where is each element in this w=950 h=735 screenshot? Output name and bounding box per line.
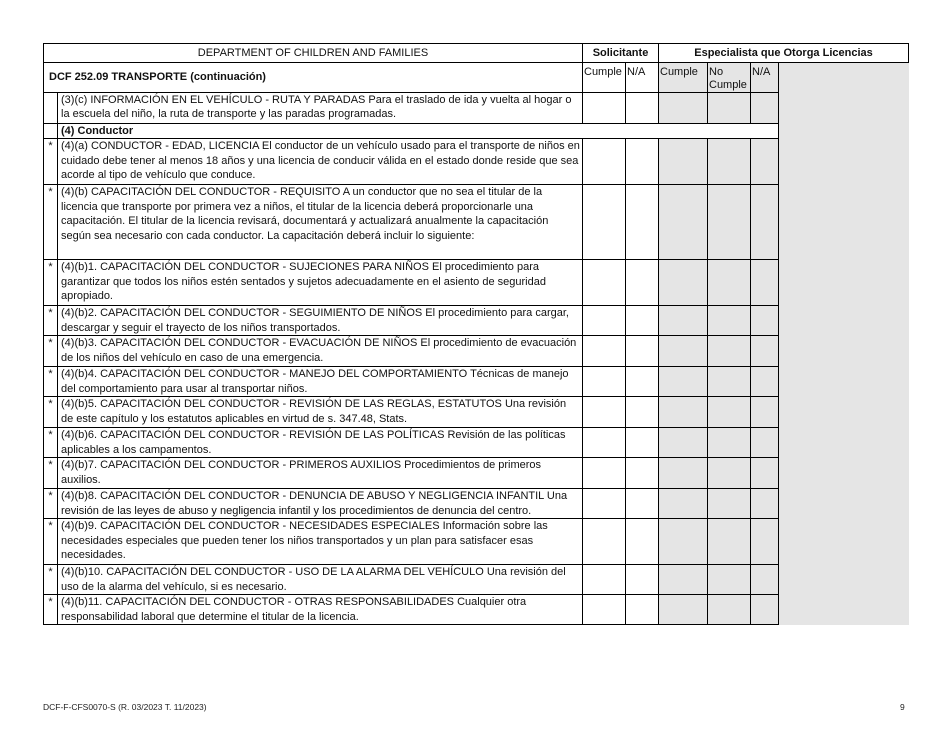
specialist-cumple-cell[interactable] xyxy=(659,306,708,336)
applicant-cumple-cell[interactable] xyxy=(583,519,626,565)
specialist-na-cell[interactable] xyxy=(751,565,779,595)
specialist-no-cumple-cell[interactable] xyxy=(708,185,751,260)
applicant-cumple-cell[interactable] xyxy=(583,260,626,306)
specialist-na-cell[interactable] xyxy=(751,185,779,260)
subsection-heading: (4) Conductor xyxy=(58,124,779,139)
requirement-text: (3)(c) INFORMACIÓN EN EL VEHÍCULO - RUTA Y PARADAS Para el traslado de ida y vuelta al hogar o la escuela del niño, la ruta de transporte y las paradas programadas. xyxy=(58,93,583,124)
required-marker: * xyxy=(44,565,58,595)
specialist-no-cumple-cell[interactable] xyxy=(708,260,751,306)
specialist-cumple-cell[interactable] xyxy=(659,595,708,625)
applicant-na-cell[interactable] xyxy=(626,306,659,336)
specialist-na-cell[interactable] xyxy=(751,139,779,185)
specialist-no-cumple-cell[interactable] xyxy=(708,139,751,185)
required-marker: * xyxy=(44,306,58,336)
specialist-na-cell[interactable] xyxy=(751,489,779,519)
applicant-cumple-header: Cumple xyxy=(583,63,626,93)
required-marker: * xyxy=(44,336,58,367)
shaded-margin xyxy=(779,63,909,625)
specialist-no-cumple-cell[interactable] xyxy=(708,565,751,595)
applicant-cumple-cell[interactable] xyxy=(583,336,626,367)
applicant-na-cell[interactable] xyxy=(626,185,659,260)
requirement-text: (4)(b)5. CAPACITACIÓN DEL CONDUCTOR - REVISIÓN DE LAS REGLAS, ESTATUTOS Una revisión de este capítulo y los estatutos aplicables en virtud de s. 347.48, Stats. xyxy=(58,397,583,428)
applicant-na-cell[interactable] xyxy=(626,565,659,595)
specialist-cumple-cell[interactable] xyxy=(659,93,708,124)
specialist-na-cell[interactable] xyxy=(751,93,779,124)
specialist-cumple-cell[interactable] xyxy=(659,336,708,367)
applicant-na-cell[interactable] xyxy=(626,397,659,428)
specialist-na-cell[interactable] xyxy=(751,367,779,397)
required-marker xyxy=(44,93,58,124)
page-number: 9 xyxy=(900,702,905,712)
specialist-cumple-cell[interactable] xyxy=(659,139,708,185)
specialist-na-header: N/A xyxy=(751,63,779,93)
applicant-cumple-cell[interactable] xyxy=(583,428,626,458)
applicant-header: Solicitante xyxy=(583,44,659,63)
applicant-cumple-cell[interactable] xyxy=(583,367,626,397)
specialist-cumple-cell[interactable] xyxy=(659,565,708,595)
specialist-no-cumple-cell[interactable] xyxy=(708,367,751,397)
required-marker: * xyxy=(44,519,58,565)
required-marker: * xyxy=(44,139,58,185)
applicant-na-cell[interactable] xyxy=(626,519,659,565)
applicant-cumple-cell[interactable] xyxy=(583,397,626,428)
applicant-na-cell[interactable] xyxy=(626,336,659,367)
applicant-cumple-cell[interactable] xyxy=(583,93,626,124)
specialist-na-cell[interactable] xyxy=(751,336,779,367)
required-marker: * xyxy=(44,367,58,397)
applicant-cumple-cell[interactable] xyxy=(583,489,626,519)
specialist-no-cumple-cell[interactable] xyxy=(708,595,751,625)
specialist-na-cell[interactable] xyxy=(751,260,779,306)
requirement-text: (4)(b)6. CAPACITACIÓN DEL CONDUCTOR - REVISIÓN DE LAS POLÍTICAS Revisión de las políticas aplicables a los campamentos. xyxy=(58,428,583,458)
required-marker: * xyxy=(44,260,58,306)
required-marker: * xyxy=(44,428,58,458)
applicant-cumple-cell[interactable] xyxy=(583,306,626,336)
applicant-na-cell[interactable] xyxy=(626,367,659,397)
specialist-na-cell[interactable] xyxy=(751,458,779,489)
applicant-cumple-cell[interactable] xyxy=(583,139,626,185)
requirement-text: (4)(b)10. CAPACITACIÓN DEL CONDUCTOR - USO DE LA ALARMA DEL VEHÍCULO Una revisión del uso de la alarma del vehículo, si es necesario. xyxy=(58,565,583,595)
specialist-na-cell[interactable] xyxy=(751,428,779,458)
specialist-na-cell[interactable] xyxy=(751,519,779,565)
required-marker: * xyxy=(44,185,58,260)
requirement-text: (4)(b)4. CAPACITACIÓN DEL CONDUCTOR - MANEJO DEL COMPORTAMIENTO Técnicas de manejo del comportamiento para usar al transportar niños. xyxy=(58,367,583,397)
specialist-no-cumple-cell[interactable] xyxy=(708,428,751,458)
applicant-na-cell[interactable] xyxy=(626,458,659,489)
specialist-no-cumple-header: No Cumple xyxy=(708,63,751,93)
specialist-na-cell[interactable] xyxy=(751,397,779,428)
specialist-cumple-cell[interactable] xyxy=(659,367,708,397)
specialist-cumple-cell[interactable] xyxy=(659,489,708,519)
specialist-cumple-cell[interactable] xyxy=(659,428,708,458)
required-marker: * xyxy=(44,458,58,489)
specialist-header: Especialista que Otorga Licencias xyxy=(659,44,909,63)
section-title: DCF 252.09 TRANSPORTE (continuación) xyxy=(44,63,583,93)
requirement-text: (4)(b)2. CAPACITACIÓN DEL CONDUCTOR - SEGUIMIENTO DE NIÑOS El procedimiento para cargar, descargar y seguir el trayecto de los niños transportados. xyxy=(58,306,583,336)
applicant-cumple-cell[interactable] xyxy=(583,458,626,489)
requirement-text: (4)(b)3. CAPACITACIÓN DEL CONDUCTOR - EVACUACIÓN DE NIÑOS El procedimiento de evacuación de los niños del vehículo en caso de una emergencia. xyxy=(58,336,583,367)
applicant-na-cell[interactable] xyxy=(626,595,659,625)
specialist-na-cell[interactable] xyxy=(751,595,779,625)
requirement-text: (4)(a) CONDUCTOR - EDAD, LICENCIA El conductor de un vehículo usado para el transporte de niños en cuidado debe tener al menos 18 años y una licencia de conducir válida en el estado donde reside que sea acorde al tipo de vehículo que conduce. xyxy=(58,139,583,185)
requirement-text: (4)(b)9. CAPACITACIÓN DEL CONDUCTOR - NECESIDADES ESPECIALES Información sobre las necesidades especiales que pueden tener los niños transportados y un plan para satisfacer esas necesidades. xyxy=(58,519,583,565)
specialist-no-cumple-cell[interactable] xyxy=(708,489,751,519)
required-marker: * xyxy=(44,595,58,625)
specialist-no-cumple-cell[interactable] xyxy=(708,458,751,489)
specialist-no-cumple-cell[interactable] xyxy=(708,397,751,428)
requirement-text: (4)(b)7. CAPACITACIÓN DEL CONDUCTOR - PRIMEROS AUXILIOS Procedimientos de primeros auxilios. xyxy=(58,458,583,489)
required-marker xyxy=(44,124,58,139)
specialist-no-cumple-cell[interactable] xyxy=(708,336,751,367)
specialist-no-cumple-cell[interactable] xyxy=(708,306,751,336)
applicant-cumple-cell[interactable] xyxy=(583,185,626,260)
form-code: DCF-F-CFS0070-S (R. 03/2023 T. 11/2023) xyxy=(43,702,207,712)
applicant-cumple-cell[interactable] xyxy=(583,595,626,625)
department-header: DEPARTMENT OF CHILDREN AND FAMILIES xyxy=(44,44,583,63)
requirement-text: (4)(b)8. CAPACITACIÓN DEL CONDUCTOR - DENUNCIA DE ABUSO Y NEGLIGENCIA INFANTIL Una revisión de las leyes de abuso y negligencia infantil y los procedimientos de denuncia del centro. xyxy=(58,489,583,519)
applicant-na-cell[interactable] xyxy=(626,260,659,306)
checklist-table xyxy=(43,43,909,625)
specialist-cumple-cell[interactable] xyxy=(659,519,708,565)
requirement-text: (4)(b)1. CAPACITACIÓN DEL CONDUCTOR - SUJECIONES PARA NIÑOS El procedimiento para garantizar que todos los niños estén sentados y sujetos adecuadamente en el asiento de seguridad apropiado. xyxy=(58,260,583,306)
applicant-na-cell[interactable] xyxy=(626,428,659,458)
required-marker: * xyxy=(44,489,58,519)
specialist-na-cell[interactable] xyxy=(751,306,779,336)
specialist-cumple-header: Cumple xyxy=(659,63,708,93)
specialist-no-cumple-cell[interactable] xyxy=(708,93,751,124)
required-marker: * xyxy=(44,397,58,428)
requirement-text: (4)(b)11. CAPACITACIÓN DEL CONDUCTOR - OTRAS RESPONSABILIDADES Cualquier otra responsabilidad laboral que determine el titular de la licencia. xyxy=(58,595,583,625)
specialist-cumple-cell[interactable] xyxy=(659,397,708,428)
applicant-na-cell[interactable] xyxy=(626,489,659,519)
specialist-cumple-cell[interactable] xyxy=(659,185,708,260)
applicant-na-cell[interactable] xyxy=(626,139,659,185)
applicant-cumple-cell[interactable] xyxy=(583,565,626,595)
applicant-na-header: N/A xyxy=(626,63,659,93)
applicant-na-cell[interactable] xyxy=(626,93,659,124)
specialist-no-cumple-cell[interactable] xyxy=(708,519,751,565)
specialist-cumple-cell[interactable] xyxy=(659,458,708,489)
requirement-text: (4)(b) CAPACITACIÓN DEL CONDUCTOR - REQUISITO A un conductor que no sea el titular de la licencia que transporte por primera vez a niños, el titular de la licencia deberá proporcionarle una capacitación. El titular de la licencia revisará, documentará y actualizará anualmente la capacitación según sea necesario con cada conductor. La capacitación deberá incluir lo siguiente: xyxy=(58,185,583,260)
specialist-cumple-cell[interactable] xyxy=(659,260,708,306)
